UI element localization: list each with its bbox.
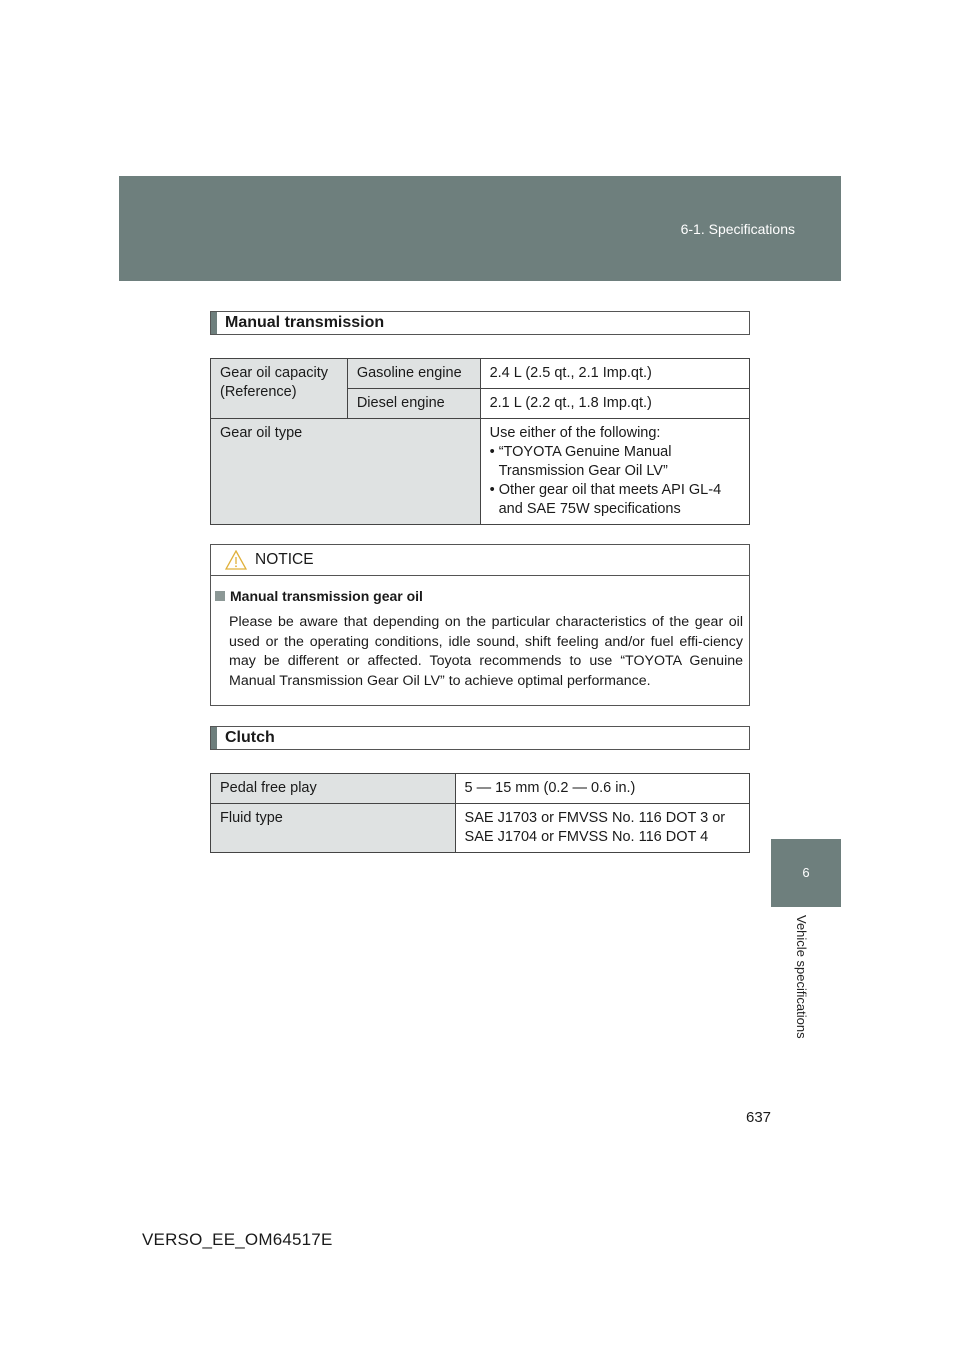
table-row [211, 419, 750, 525]
gear-oil-type-label: Gear oil type [211, 419, 481, 525]
gasoline-engine-label: Gasoline engine [347, 359, 480, 389]
gear-oil-type-value [480, 419, 749, 525]
footer-code: VERSO_EE_OM64517E [142, 1230, 333, 1249]
list-item: • Other gear oil that meets API GL-4 and SAE 75W specifications [489, 482, 722, 517]
heading-bar [211, 727, 217, 749]
manual-transmission-table [210, 358, 750, 525]
table-row [211, 359, 750, 389]
gear-oil-type-intro: Use either of the following: [489, 425, 661, 441]
chapter-label: Vehicle specifications [794, 915, 809, 1039]
notice-subtitle [215, 588, 749, 604]
gear-oil-capacity-label: Gear oil capacity (Reference) [211, 359, 348, 419]
manual-transmission-heading [210, 311, 750, 335]
fluid-type-value: SAE J1703 or FMVSS No. 116 DOT 3 or SAE J1704 or FMVSS No. 116 DOT 4 [455, 804, 749, 853]
clutch-heading-text: Clutch [225, 729, 275, 746]
table-row [211, 774, 750, 804]
pedal-free-play-value: 5 — 15 mm (0.2 — 0.6 in.) [455, 774, 749, 804]
list-item: • “TOYOTA Genuine Manual Transmission Gear Oil LV” [489, 444, 672, 479]
square-bullet-icon [215, 591, 225, 601]
pedal-free-play-label: Pedal free play [211, 774, 456, 804]
chapter-number: 6 [802, 865, 810, 880]
table-row [211, 804, 750, 853]
notice-box [210, 544, 750, 706]
heading-bar [211, 312, 217, 334]
header-band [119, 176, 841, 281]
clutch-heading [210, 726, 750, 750]
gasoline-engine-value: 2.4 L (2.5 qt., 2.1 Imp.qt.) [480, 359, 749, 389]
notice-text: Please be aware that depending on the particular characteristics of the gear oil used or the operating conditions, idle sound, shift feeling and/or fuel effi-ciency may be different or affected. Toyota recommends to use “TOYOTA Genuine Manual Transmission Gear Oil LV” to achieve optimal performance. [229, 614, 743, 689]
clutch-table [210, 773, 750, 853]
page-number: 637 [746, 1109, 772, 1126]
notice-header [211, 545, 749, 576]
chapter-tab [771, 839, 841, 907]
notice-title: NOTICE [255, 551, 314, 568]
diesel-engine-value: 2.1 L (2.2 qt., 1.8 Imp.qt.) [480, 389, 749, 419]
warning-icon [225, 550, 247, 570]
section-title: 6-1. Specifications [680, 221, 795, 237]
diesel-engine-label: Diesel engine [347, 389, 480, 419]
manual-transmission-heading-text: Manual transmission [225, 314, 385, 331]
notice-subtitle-text: Manual transmission gear oil [230, 588, 423, 604]
fluid-type-label: Fluid type [211, 804, 456, 853]
